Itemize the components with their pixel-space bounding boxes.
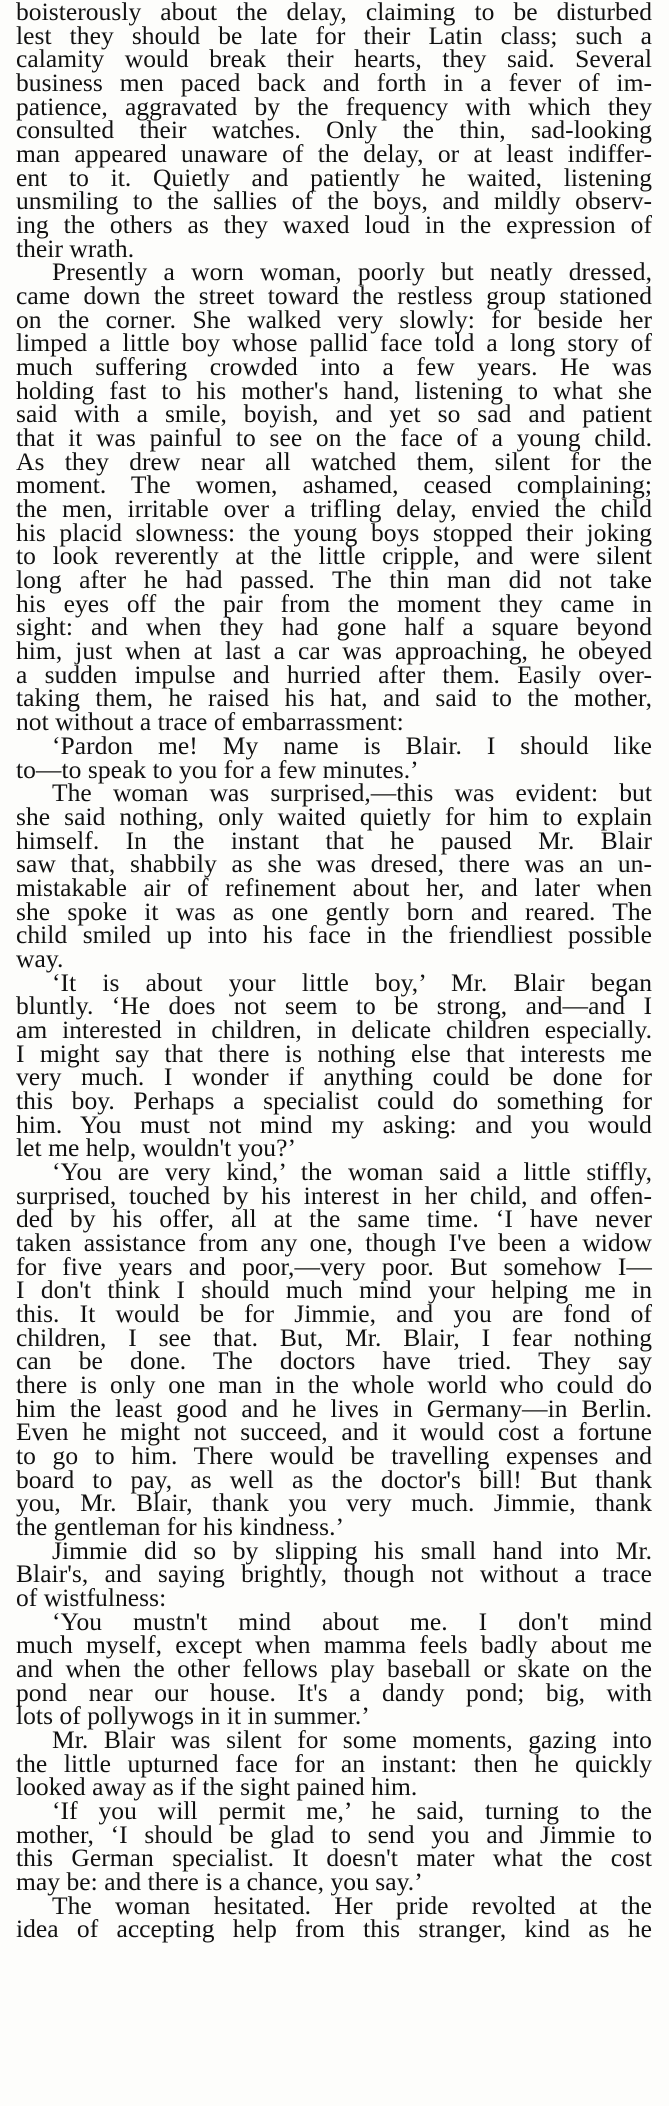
text-line: Even he might not succeed, and it would cost a fortune (16, 1417, 652, 1447)
text-line: As they drew near all watched them, silent for the (16, 446, 652, 476)
text-line: the gentleman for his kindness.’ (16, 1512, 345, 1541)
text-line: man appeared unaware of the delay, or at least indiffer- (16, 139, 652, 169)
text-line: taken assistance from any one, though I've been a widow (16, 1227, 652, 1257)
text-line: very much. I wonder if anything could be done for (16, 1062, 652, 1092)
text-line: lots of pollywogs in it in summer.’ (16, 1701, 370, 1731)
text-line: let me help, wouldn't you?’ (16, 1133, 297, 1163)
text-line: this. It would be for Jimmie, and you are fond of (16, 1298, 652, 1328)
text-line: she spoke it was as one gently born and reared. The (16, 896, 652, 926)
text-line: lest they should be late for their Latin class; such a (16, 20, 652, 50)
text-line: himself. In the instant that he paused Mr. Blair (16, 825, 652, 855)
text-line: said with a smile, boyish, and yet so sad and patient (16, 399, 652, 429)
text-line: am interested in children, in delicate children especially. (16, 1014, 652, 1044)
text-line: mistakable air of refinement about her, and later when (16, 872, 652, 902)
text-line: that it was painful to see on the face of a young child. (16, 423, 652, 453)
text-line: may be: and there is a chance, you say.’ (16, 1867, 423, 1897)
text-line: surprised, touched by his interest in her child, and offen- (16, 1180, 652, 1210)
text-line: unsmiling to the sallies of the boys, and mildly observ- (16, 186, 652, 216)
text-line: his eyes off the pair from the moment they came in (16, 588, 652, 618)
text-line: pond near our house. It's a dandy pond; big, with (16, 1677, 652, 1707)
text-line: the little upturned face for an instant: then he quickly (16, 1748, 652, 1778)
text-line: limped a little boy whose pallid face told a long story of (16, 328, 652, 358)
text-line: him, just when at last a car was approaching, he obeyed (16, 636, 652, 666)
text-line: she said nothing, only waited quietly for him to explain (16, 801, 652, 831)
text-line: child smiled up into his face in the friendliest possible (16, 920, 652, 950)
text-line: and when the other fellows play baseball or skate on the (16, 1654, 652, 1684)
text-line: ent to it. Quietly and patiently he waited, listening (16, 162, 652, 192)
text-line: business men paced back and forth in a fever of im- (16, 68, 652, 98)
text-line: ‘You mustn't mind about me. I don't mind (52, 1606, 652, 1636)
text-line: for five years and poor,—very poor. But somehow I— (16, 1251, 652, 1281)
text-line: ded by his offer, all at the same time. ‘I have never (16, 1204, 652, 1234)
text-line: taking them, he raised his hat, and said to the mother, (16, 683, 652, 713)
text-line: to go to him. There would be travelling expenses and (16, 1440, 652, 1470)
text-line: much myself, except when mamma feels badly about me (16, 1630, 652, 1660)
text-line: consulted their watches. Only the thin, sad-looking (16, 115, 652, 145)
text-line: I don't think I should much mind your helping me in (16, 1275, 652, 1305)
text-line: Blair's, and saying brightly, though not without a trace (16, 1559, 652, 1589)
text-line: to look reverently at the little cripple, and were silent (16, 541, 652, 571)
text-line: his placid slowness: the young boys stopped their joking (16, 517, 652, 547)
text-line: looked away as if the sight pained him. (16, 1772, 418, 1802)
text-line: not without a trace of embarrassment: (16, 707, 404, 737)
text-column (16, 0, 652, 1944)
text-line: ing the others as they waxed loud in the expression of (16, 210, 652, 240)
text-line: there is only one man in the whole world who could do (16, 1369, 652, 1399)
text-line: you, Mr. Blair, thank you very much. Jimmie, thank (16, 1488, 652, 1518)
text-line: saw that, shabbily as she was dresed, there was an un- (16, 849, 652, 879)
text-line: Mr. Blair was silent for some moments, gazing into (52, 1725, 652, 1755)
text-line: long after he had passed. The thin man did not take (16, 565, 652, 595)
text-line: board to pay, as well as the doctor's bill! But thank (16, 1464, 652, 1494)
text-line: came down the street toward the restless group stationed (16, 281, 652, 311)
text-line: ‘Pardon me! My name is Blair. I should like (52, 730, 652, 760)
text-line: their wrath. (16, 233, 135, 263)
text-line: moment. The women, ashamed, ceased complaining; (16, 470, 652, 500)
text-line: the men, irritable over a trifling delay, envied the child (16, 494, 652, 524)
text-line: to—to speak to you for a few minutes.’ (16, 754, 419, 784)
text-line: children, I see that. But, Mr. Blair, I fear nothing (16, 1322, 652, 1352)
text-line: patience, aggravated by the frequency with which they (16, 91, 652, 121)
text-line: calamity would break their hearts, they said. Several (16, 44, 652, 74)
text-line: The woman was surprised,—this was evident: but (52, 778, 652, 808)
text-line: sight: and when they had gone half a square beyond (16, 612, 652, 642)
text-line: idea of accepting help from this stranger, kind as he (16, 1914, 652, 1944)
text-line: The woman hesitated. Her pride revolted at the (52, 1890, 652, 1920)
text-line: can be done. The doctors have tried. They say (16, 1346, 652, 1376)
text-line: of wistfulness: (16, 1583, 167, 1613)
text-line: mother, ‘I should be glad to send you and Jimmie to (16, 1819, 652, 1849)
text-line: ‘If you will permit me,’ he said, turning to the (52, 1796, 652, 1826)
text-line: this boy. Perhaps a specialist could do something for (16, 1085, 652, 1115)
text-line: a sudden impulse and hurried after them. Easily over- (16, 659, 652, 689)
text-line: I might say that there is nothing else that interests me (16, 1038, 652, 1068)
text-line: him. You must not mind my asking: and you would (16, 1109, 652, 1139)
text-line: Presently a worn woman, poorly but neatly dressed, (52, 257, 652, 287)
text-line: way. (16, 943, 64, 973)
text-line: Jimmie did so by slipping his small hand into Mr. (52, 1535, 652, 1565)
text-line: much suffering crowded into a few years. He was (16, 352, 652, 382)
text-line: him the least good and he lives in Germany—in Berlin. (16, 1393, 652, 1423)
text-line: ‘You are very kind,’ the woman said a little stiffly, (52, 1156, 652, 1186)
text-line: on the corner. She walked very slowly: for beside her (16, 304, 652, 334)
text-line: holding fast to his mother's hand, listening to what she (16, 375, 652, 405)
text-line: boisterously about the delay, claiming to be disturbed (16, 0, 652, 26)
text-line: bluntly. ‘He does not seem to be strong, and—and I (16, 991, 652, 1021)
text-line: this German specialist. It doesn't mater what the cost (16, 1843, 652, 1873)
text-line: ‘It is about your little boy,’ Mr. Blair began (52, 967, 652, 997)
